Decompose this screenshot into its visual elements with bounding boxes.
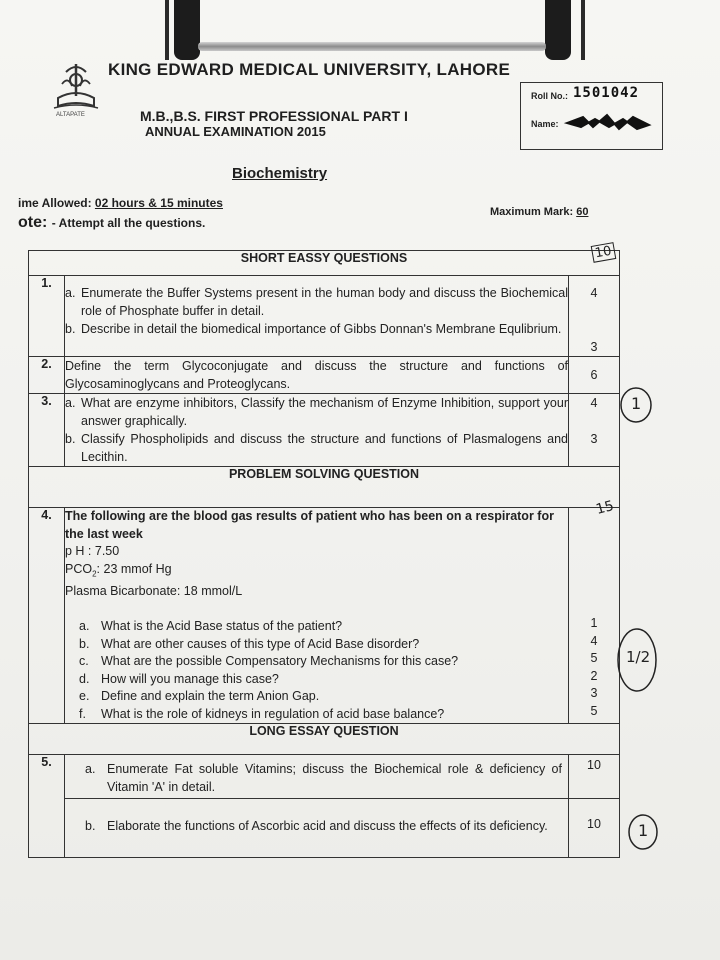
subquestion-4f — [79, 706, 568, 724]
question-row-5 — [29, 755, 620, 858]
question-text: Define the term Glycoconjugate and discuss the structure and functions of Glycosaminoglycans and Proteoglycans. — [65, 359, 568, 391]
subquestion-letter: d. — [79, 671, 90, 686]
mark-value: 10 — [587, 817, 601, 831]
pco2-subscript: 2 — [92, 569, 97, 578]
section-header-long: LONG ESSAY QUESTION — [29, 724, 620, 755]
question-row-2 — [29, 357, 620, 394]
time-value: 02 hours & 15 minutes — [94, 196, 223, 210]
handwritten-score-problem: 15 — [594, 497, 616, 519]
subquestion-4c — [79, 653, 568, 671]
subquestion-text: Classify Phospholipids and discuss the structure and functions of Plasmalogens and Lecithin. — [81, 432, 568, 464]
subquestion-letter: a. — [79, 619, 90, 633]
roll-number: 1501042 — [573, 85, 640, 101]
question-number: 3. — [29, 394, 65, 467]
subquestion-text: What are other causes of this type of Acid Base disorder? — [101, 636, 420, 651]
subquestion-text: What are enzyme inhibitors, Classify the mechanism of Enzyme Inhibition, support your answer graphically. — [81, 396, 568, 428]
subquestion-letter: b. — [79, 636, 90, 651]
question-row-4 — [29, 508, 620, 724]
subquestion-letter: c. — [79, 654, 89, 668]
mark-value: 4 — [590, 396, 598, 410]
subquestion-3a — [65, 394, 568, 430]
pco2-label: PCO — [65, 561, 93, 576]
mark-value: 4 — [590, 286, 598, 300]
ph-value: p H : 7.50 — [65, 544, 120, 558]
subquestion-letter: b. — [65, 432, 76, 446]
mark-value: 1 — [590, 616, 598, 630]
subquestion-1b — [65, 320, 568, 338]
subquestion-text: What are the possible Compensatory Mechanisms for this case? — [101, 654, 459, 668]
subquestion-4a — [79, 618, 568, 636]
exam-session: ANNUAL EXAMINATION 2015 — [145, 124, 326, 139]
subquestion-letter: f. — [79, 706, 86, 721]
subquestion-5b — [85, 817, 562, 835]
subquestion-text: What is the role of kidneys in regulation of acid base balance? — [101, 706, 445, 721]
max-mark-label: Maximum Mark: — [490, 206, 574, 218]
subquestion-5a — [85, 760, 562, 804]
subquestion-1a — [65, 284, 568, 320]
max-mark-value: 60 — [576, 206, 589, 218]
instruction-note — [18, 214, 205, 232]
mark-value: 6 — [590, 368, 598, 382]
subquestion-3b — [65, 430, 568, 466]
university-crest-icon — [50, 58, 102, 112]
pco2-line — [65, 561, 568, 583]
mark-value: 5 — [590, 651, 598, 665]
handwritten-mark-q4: 1/2 — [626, 648, 651, 666]
time-label: ime Allowed: — [18, 196, 92, 210]
subquestion-text: Describe in detail the biomedical importance of Gibbs Donnan's Membrane Equlibrium. — [81, 322, 562, 336]
question-row-1 — [29, 276, 620, 357]
handwritten-mark-q5: 1 — [638, 821, 649, 840]
subquestion-text: Enumerate the Buffer Systems present in the human body and discuss the Biochemical role of Phosphate buffer in detail. — [81, 286, 568, 318]
note-text: - Attempt all the questions. — [51, 216, 206, 230]
subquestion-letter: e. — [79, 689, 90, 703]
question-number: 1. — [29, 276, 65, 357]
subquestion-letter: a. — [65, 396, 76, 410]
subquestion-text: Enumerate Fat soluble Vitamins; discuss the Biochemical role & deficiency of Vitamin 'A' in detail. — [107, 762, 562, 794]
subquestion-letter: a. — [85, 762, 96, 776]
subquestion-4d — [79, 671, 568, 689]
mark-value: 3 — [590, 432, 598, 446]
mark-value: 3 — [590, 686, 598, 700]
clip-bar — [198, 42, 546, 51]
subquestion-text: Define and explain the term Anion Gap. — [101, 689, 320, 703]
roll-name-box — [520, 82, 663, 150]
mark-value: 10 — [569, 755, 619, 799]
subquestion-letter: b. — [65, 322, 76, 336]
redacted-name-scribble — [563, 111, 653, 133]
question-number: 5. — [29, 755, 65, 858]
section-header-short: SHORT EASSY QUESTIONS — [29, 251, 620, 276]
mark-value: 5 — [590, 703, 598, 718]
section-header-problem: PROBLEM SOLVING QUESTION — [29, 467, 620, 508]
subquestion-4e — [79, 688, 568, 706]
mark-value: 3 — [590, 340, 598, 354]
note-label: ote: — [18, 214, 48, 231]
case-intro: The following are the blood gas results of patient who has been on a respirator for the last week — [65, 509, 554, 541]
subquestion-letter: a. — [65, 286, 76, 300]
bicarbonate-line: Plasma Bicarbonate: 18 mmol/L — [65, 583, 243, 598]
university-name: KING EDWARD MEDICAL UNIVERSITY, LAHORE — [108, 60, 511, 79]
subquestion-text: Elaborate the functions of Ascorbic acid and discuss the effects of its deficiency. — [107, 819, 548, 833]
handwritten-mark-q2: 1 — [631, 394, 642, 413]
handwritten-score-short: 10 — [591, 242, 616, 263]
time-allowed — [18, 196, 223, 210]
question-table — [28, 250, 620, 858]
mark-value: 2 — [590, 668, 598, 683]
question-row-3 — [29, 394, 620, 467]
pco2-value: : 23 mmof Hg — [96, 561, 172, 576]
name-label: Name: — [531, 119, 559, 129]
question-number: 2. — [29, 357, 65, 394]
subquestion-4b — [79, 636, 568, 654]
crest-caption: ALTAPATE — [56, 112, 85, 118]
maximum-mark — [490, 206, 588, 218]
subquestion-text: How will you manage this case? — [101, 671, 279, 686]
clip-handle-left — [174, 0, 200, 60]
mark-value: 4 — [590, 633, 598, 648]
subquestion-letter: b. — [85, 819, 96, 833]
roll-label: Roll No.: — [531, 91, 568, 101]
clip-handle-right — [545, 0, 571, 60]
subquestion-text: What is the Acid Base status of the patient? — [101, 619, 343, 633]
clipboard-clip — [165, 0, 585, 60]
exam-title: M.B.,B.S. FIRST PROFESSIONAL PART I — [140, 108, 408, 124]
question-number: 4. — [29, 508, 65, 724]
subject-title: Biochemistry — [232, 165, 328, 182]
